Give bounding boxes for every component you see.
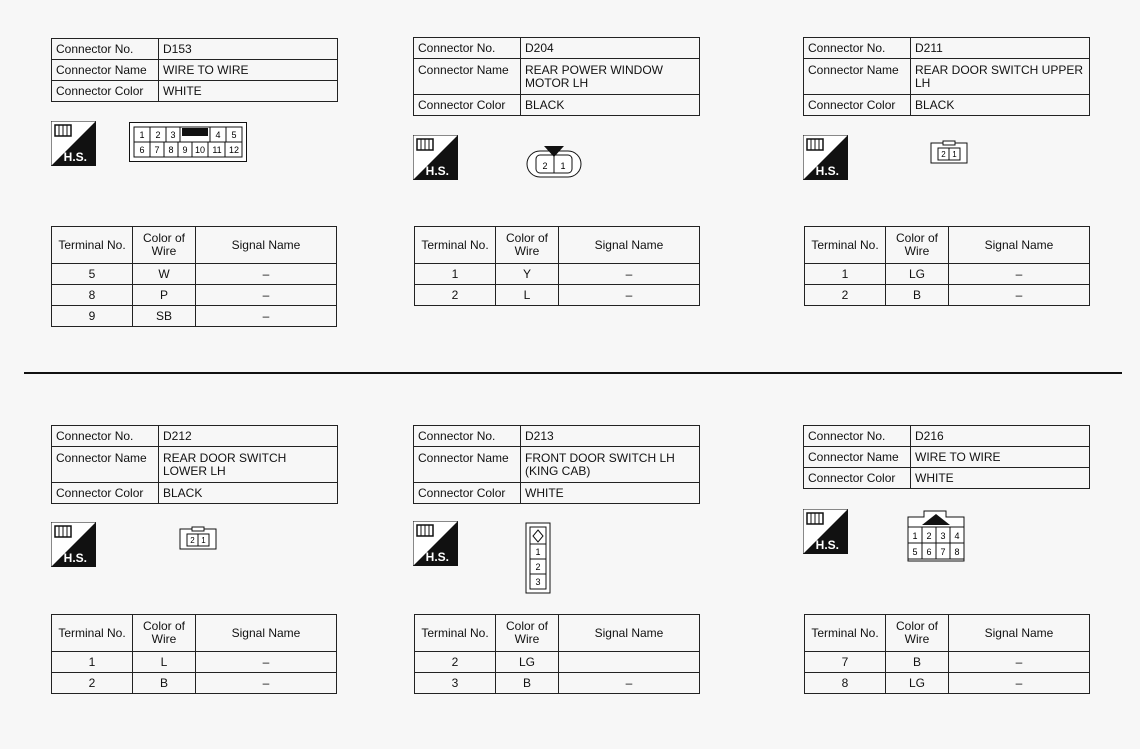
table-cell: 2 <box>52 673 133 694</box>
table-cell: Connector Color <box>52 81 159 102</box>
svg-text:H.S.: H.S. <box>815 164 839 178</box>
table-cell: Connector Name <box>804 59 911 95</box>
table-row <box>415 264 700 285</box>
svg-text:H.S.: H.S. <box>425 164 449 178</box>
terminal-table-d153 <box>51 226 337 327</box>
table-cell: – <box>196 264 337 285</box>
svg-text:1: 1 <box>912 531 918 541</box>
connector-d213 <box>413 425 700 504</box>
connector-d211 <box>803 37 1090 116</box>
column-header: Terminal No. <box>805 227 886 264</box>
svg-text:1: 1 <box>139 130 145 140</box>
svg-text:2: 2 <box>926 531 932 541</box>
table-row <box>805 285 1090 306</box>
table-cell: – <box>949 673 1090 694</box>
table-cell: B <box>886 285 949 306</box>
column-header: Color of Wire <box>133 615 196 652</box>
connector-name: WIRE TO WIRE <box>159 60 338 81</box>
terminal-table-d212 <box>51 614 337 694</box>
svg-text:2: 2 <box>542 161 548 171</box>
connector-face-d212 <box>179 526 219 557</box>
table-cell: P <box>133 285 196 306</box>
connector-no: D211 <box>911 38 1090 59</box>
table-cell: – <box>196 652 337 673</box>
connector-no: D213 <box>521 426 700 447</box>
svg-text:7: 7 <box>940 547 946 557</box>
connector-no: D212 <box>159 426 338 447</box>
connector-face-d213 <box>525 522 551 599</box>
table-cell: Connector Name <box>804 447 911 468</box>
table-cell: 2 <box>415 285 496 306</box>
table-cell: Connector No. <box>414 38 521 59</box>
svg-text:H.S.: H.S. <box>815 538 839 552</box>
connector-face-d211 <box>930 140 970 171</box>
connector-name: REAR POWER WINDOW MOTOR LH <box>521 59 700 95</box>
svg-text:1: 1 <box>201 536 206 545</box>
table-row <box>805 652 1090 673</box>
column-header: Color of Wire <box>886 615 949 652</box>
svg-text:5: 5 <box>231 130 237 140</box>
svg-text:3: 3 <box>535 577 541 587</box>
section-divider <box>24 372 1122 374</box>
svg-text:4: 4 <box>954 531 960 541</box>
table-cell: Connector Name <box>52 447 159 483</box>
table-cell: W <box>133 264 196 285</box>
svg-text:2: 2 <box>190 536 195 545</box>
table-cell: Connector Color <box>414 95 521 116</box>
table-cell: – <box>949 652 1090 673</box>
table-cell: 1 <box>805 264 886 285</box>
svg-text:2: 2 <box>155 130 161 140</box>
connector-color: WHITE <box>521 483 700 504</box>
table-cell: 8 <box>805 673 886 694</box>
table-cell: LG <box>886 264 949 285</box>
connector-name: REAR DOOR SWITCH UPPER LH <box>911 59 1090 95</box>
connector-face-d153 <box>129 122 247 167</box>
svg-text:H.S.: H.S. <box>63 551 87 565</box>
svg-text:8: 8 <box>954 547 960 557</box>
table-cell: – <box>196 673 337 694</box>
table-cell: Connector Color <box>52 483 159 504</box>
connector-d153 <box>51 38 338 102</box>
table-cell: 1 <box>52 652 133 673</box>
table-cell: 3 <box>415 673 496 694</box>
table-cell: B <box>886 652 949 673</box>
table-cell: Connector Color <box>414 483 521 504</box>
column-header: Terminal No. <box>415 615 496 652</box>
connector-info-table <box>51 38 338 102</box>
column-header: Color of Wire <box>886 227 949 264</box>
table-cell: Y <box>496 264 559 285</box>
table-cell: 2 <box>415 652 496 673</box>
table-cell: Connector No. <box>414 426 521 447</box>
svg-text:6: 6 <box>139 145 145 155</box>
table-cell: – <box>949 285 1090 306</box>
connector-name: WIRE TO WIRE <box>911 447 1090 468</box>
table-cell: 1 <box>415 264 496 285</box>
column-header: Terminal No. <box>52 615 133 652</box>
connector-color: BLACK <box>159 483 338 504</box>
hs-connector-icon <box>413 521 458 566</box>
table-cell: – <box>949 264 1090 285</box>
hs-connector-icon <box>51 522 96 567</box>
connector-name: FRONT DOOR SWITCH LH (KING CAB) <box>521 447 700 483</box>
table-cell: 2 <box>805 285 886 306</box>
svg-text:1: 1 <box>535 547 541 557</box>
column-header: Signal Name <box>196 615 337 652</box>
table-cell: Connector Color <box>804 95 911 116</box>
connector-color: WHITE <box>159 81 338 102</box>
table-row <box>805 673 1090 694</box>
column-header: Terminal No. <box>52 227 133 264</box>
table-cell: SB <box>133 306 196 327</box>
table-row <box>415 652 700 673</box>
connector-color: BLACK <box>911 95 1090 116</box>
svg-text:H.S.: H.S. <box>63 150 87 164</box>
connector-face-d204 <box>526 143 582 184</box>
table-row <box>52 673 337 694</box>
column-header: Color of Wire <box>496 227 559 264</box>
connector-no: D204 <box>521 38 700 59</box>
column-header: Signal Name <box>196 227 337 264</box>
svg-text:4: 4 <box>215 130 221 140</box>
terminal-table-d204 <box>414 226 700 306</box>
table-cell: Connector No. <box>804 426 911 447</box>
svg-text:3: 3 <box>170 130 176 140</box>
hs-connector-icon <box>51 121 96 166</box>
connector-color: BLACK <box>521 95 700 116</box>
connector-d216 <box>803 425 1090 489</box>
connector-name: REAR DOOR SWITCH LOWER LH <box>159 447 338 483</box>
table-cell: Connector No. <box>52 39 159 60</box>
connector-color: WHITE <box>911 468 1090 489</box>
table-cell: Connector Name <box>414 447 521 483</box>
svg-text:12: 12 <box>228 145 240 155</box>
column-header: Color of Wire <box>133 227 196 264</box>
svg-text:8: 8 <box>168 145 174 155</box>
table-cell: B <box>496 673 559 694</box>
svg-text:6: 6 <box>926 547 932 557</box>
column-header: Signal Name <box>559 227 700 264</box>
terminal-table-d213 <box>414 614 700 694</box>
connector-d204 <box>413 37 700 116</box>
table-row <box>805 264 1090 285</box>
table-cell: Connector No. <box>52 426 159 447</box>
table-cell: – <box>559 285 700 306</box>
hs-connector-icon <box>803 135 848 180</box>
table-cell: 9 <box>52 306 133 327</box>
svg-text:2: 2 <box>941 150 946 159</box>
table-cell: – <box>196 285 337 306</box>
table-cell: – <box>196 306 337 327</box>
connector-no: D153 <box>159 39 338 60</box>
table-cell: LG <box>496 652 559 673</box>
column-header: Signal Name <box>559 615 700 652</box>
svg-text:1: 1 <box>560 161 566 171</box>
svg-text:3: 3 <box>940 531 946 541</box>
table-row <box>415 285 700 306</box>
hs-connector-icon <box>803 509 848 554</box>
table-cell: 8 <box>52 285 133 306</box>
table-row <box>52 652 337 673</box>
table-cell <box>559 652 700 673</box>
column-header: Color of Wire <box>496 615 559 652</box>
terminal-table-d211 <box>804 226 1090 306</box>
table-cell: B <box>133 673 196 694</box>
column-header: Terminal No. <box>415 227 496 264</box>
table-cell: Connector Color <box>804 468 911 489</box>
svg-text:1: 1 <box>952 150 957 159</box>
svg-text:5: 5 <box>912 547 918 557</box>
table-cell: L <box>133 652 196 673</box>
column-header: Terminal No. <box>805 615 886 652</box>
connector-d212 <box>51 425 338 504</box>
table-row <box>52 264 337 285</box>
svg-text:7: 7 <box>154 145 160 155</box>
column-header: Signal Name <box>949 227 1090 264</box>
table-cell: Connector No. <box>804 38 911 59</box>
table-cell: L <box>496 285 559 306</box>
hs-connector-icon <box>413 135 458 180</box>
table-cell: Connector Name <box>52 60 159 81</box>
svg-text:11: 11 <box>212 145 222 155</box>
table-cell: – <box>559 673 700 694</box>
table-row <box>52 306 337 327</box>
svg-text:9: 9 <box>182 145 188 155</box>
table-cell: 5 <box>52 264 133 285</box>
svg-text:2: 2 <box>535 562 541 572</box>
table-row <box>52 285 337 306</box>
column-header: Signal Name <box>949 615 1090 652</box>
table-cell: Connector Name <box>414 59 521 95</box>
table-row <box>415 673 700 694</box>
table-cell: LG <box>886 673 949 694</box>
terminal-table-d216 <box>804 614 1090 694</box>
svg-text:H.S.: H.S. <box>425 550 449 564</box>
svg-text:10: 10 <box>194 145 206 155</box>
connector-face-d216 <box>900 505 972 570</box>
connector-no: D216 <box>911 426 1090 447</box>
table-cell: – <box>559 264 700 285</box>
table-cell: 7 <box>805 652 886 673</box>
